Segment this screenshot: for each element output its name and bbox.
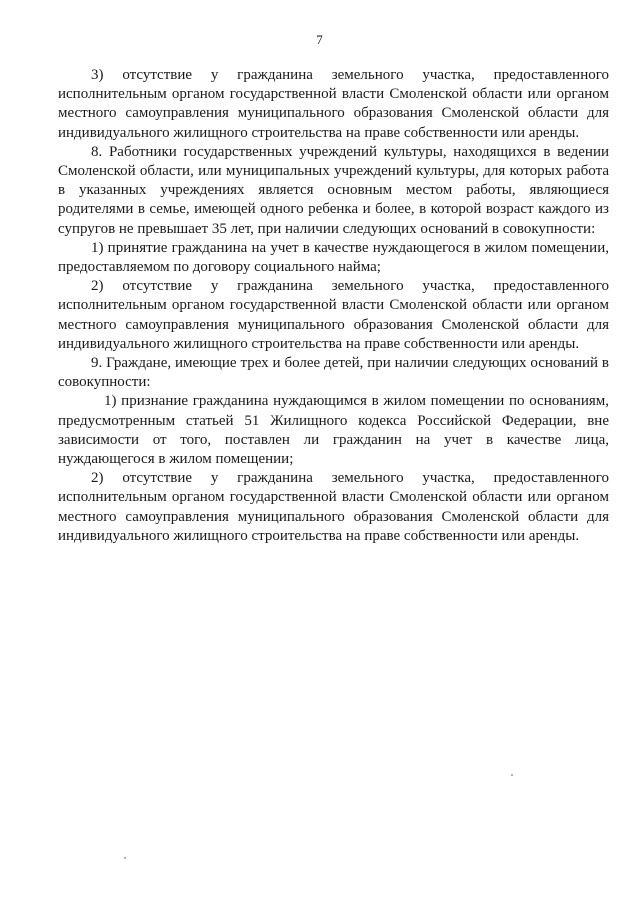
scan-speck: [511, 774, 513, 776]
paragraph-9-large-families: 9. Граждане, имеющие трех и более детей, при наличии следующих оснований в совокупности:: [58, 355, 609, 391]
paragraph-item-3-no-land: 3) отсутствие у гражданина земельного участка, предоставленного исполнительным органом государственной власти Смоленской области или органом местного самоуправления муниципального образования Смоленской области для индивидуального жилищного строительства на праве собственности или аренды.: [58, 67, 609, 141]
paragraph-item-1-recognition: 1) признание гражданина нуждающимся в жилом помещении по основаниям, предусмотренным статьей 51 Жилищного кодекса Российской Федерации, вне зависимости от того, поставлен ли гражданин на учет в качестве лица, нуждающегося в жилом помещении;: [58, 393, 609, 468]
paragraph-item-1-registration: 1) принятие гражданина на учет в качестве нуждающегося в жилом помещении, предоставляемом по договору социального найма;: [58, 239, 609, 276]
paragraph-item-2-no-land-final: 2) отсутствие у гражданина земельного участка, предоставленного исполнительным органом государственной власти Смоленской области или органом местного самоуправления муниципального образования Смоленской области для индивидуального жилищного строительства на праве собственности или аренды.: [58, 470, 609, 544]
paragraph-8-culture-workers: 8. Работники государственных учреждений культуры, находящихся в ведении Смоленской области, или муниципальных учреждений культуры, для которых работа в указанных учреждениях является основным местом работы, являющиеся родителями в семье, имеющей одного ребенка и более, в которой возраст каждого из супругов не превышает 35 лет, при наличии следующих оснований в совокупности:: [58, 143, 609, 237]
paragraph-item-2-no-land: 2) отсутствие у гражданина земельного участка, предоставленного исполнительным органом государственной власти Смоленской области или органом местного самоуправления муниципального образования Смоленской области для индивидуального жилищного строительства на праве собственности или аренды.: [58, 278, 609, 352]
document-body: [58, 66, 609, 546]
page-number: 7: [316, 32, 323, 47]
scan-speck: [124, 857, 126, 859]
